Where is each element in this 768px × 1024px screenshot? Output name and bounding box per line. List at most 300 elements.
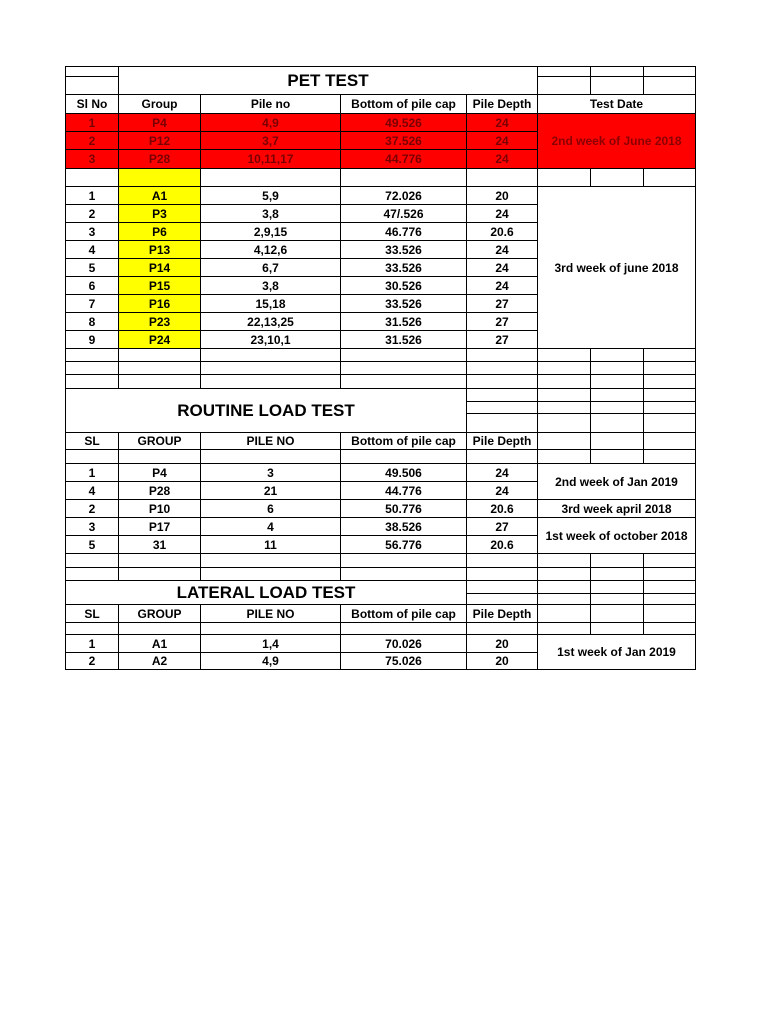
- empty-row-e-cell-6[interactable]: [590, 567, 644, 581]
- pet-row-5-group-text: P15: [148, 278, 171, 293]
- lateral-row-1-group[interactable]: [118, 652, 201, 670]
- empty-row-b-cell-3[interactable]: [340, 361, 467, 375]
- empty-row-b-cell-0[interactable]: [65, 361, 119, 375]
- routine-row-4-group[interactable]: [118, 535, 201, 554]
- empty-row-b-cell-6[interactable]: [590, 361, 644, 375]
- empty-row-d-cell-6[interactable]: [590, 553, 644, 568]
- pet-red-row-1-sl[interactable]: [65, 131, 119, 150]
- pet-row-8-bottom-text: 31.526: [385, 332, 422, 347]
- pet-row-0-sl-text: 1: [88, 188, 96, 203]
- lateral-row-0-bottom-text: 70.026: [385, 636, 422, 651]
- lateral-header-depth-text: Pile Depth: [472, 606, 532, 621]
- pet-row-0-group-text: A1: [151, 188, 168, 203]
- pet-red-row-1-bottom-text: 37.526: [385, 133, 422, 148]
- pet-row-8-depth-text: 27: [495, 332, 509, 347]
- pet-red-row-1-group[interactable]: [118, 131, 201, 150]
- pet-spacer-r1[interactable]: [537, 168, 591, 187]
- pet-row-6-pile-text: 15,18: [255, 296, 286, 311]
- routine-row-1-sl-text: 4: [88, 483, 96, 498]
- empty-row-d-cell-4[interactable]: [466, 553, 538, 568]
- routine-row-2-pile[interactable]: [200, 499, 341, 518]
- pet-row-4-group[interactable]: [118, 258, 201, 277]
- routine-row-1-group[interactable]: [118, 481, 201, 500]
- routine-top-d2[interactable]: [466, 413, 538, 433]
- pet-row-8-group[interactable]: [118, 330, 201, 349]
- pet-row-1-bottom[interactable]: [340, 204, 467, 223]
- pet-red-row-2-depth-text: 24: [495, 152, 509, 166]
- pet-red-row-0-group-text: P4: [152, 115, 167, 130]
- pet-row-0-pile-text: 5,9: [262, 188, 279, 203]
- pet-header-group: [118, 94, 201, 114]
- routine-top-f0[interactable]: [590, 388, 644, 402]
- empty-row-a-cell-1[interactable]: [118, 348, 201, 362]
- pet-row-0-depth[interactable]: [466, 186, 538, 205]
- pet-row-2-pile[interactable]: [200, 222, 341, 241]
- pet-row-8-pile-text: 23,10,1: [250, 332, 291, 347]
- pet-red-test-date-text: 2nd week of June 2018: [551, 134, 682, 148]
- lateral-header-group-text: GROUP: [137, 606, 182, 621]
- routine-row-3-sl[interactable]: [65, 517, 119, 536]
- pet-row-8-sl-text: 9: [88, 332, 96, 347]
- empty-row-d-cell-0[interactable]: [65, 553, 119, 568]
- routine-row-3-bottom-text: 38.526: [385, 519, 422, 534]
- pet-row-4-bottom-text: 33.526: [385, 260, 422, 275]
- pet-row-1-group-text: P3: [152, 206, 167, 221]
- lateral-top-d0[interactable]: [466, 580, 538, 594]
- empty-row-c-cell-2[interactable]: [200, 374, 341, 389]
- pet-red-row-0-group[interactable]: [118, 113, 201, 132]
- routine-header-sl: [65, 432, 119, 450]
- pet-row-3-sl-text: 4: [88, 242, 96, 257]
- lateral-header-bottom-text: Bottom of pile cap: [351, 606, 456, 621]
- pet-red-row-0-bottom[interactable]: [340, 113, 467, 132]
- routine-row-3-group[interactable]: [118, 517, 201, 536]
- routine-row-4-pile[interactable]: [200, 535, 341, 554]
- pet-row-6-sl[interactable]: [65, 294, 119, 313]
- routine-header-bottom-text: Bottom of pile cap: [351, 434, 456, 448]
- empty-row-e-cell-4[interactable]: [466, 567, 538, 581]
- empty-row-c-cell-4[interactable]: [466, 374, 538, 389]
- pet-row-8-pile[interactable]: [200, 330, 341, 349]
- routine-row-2-bottom-text: 50.776: [385, 501, 422, 516]
- routine-date-2-text: 1st week of october 2018: [545, 528, 688, 543]
- empty-row-c-cell-6[interactable]: [590, 374, 644, 389]
- pet-header-depth-text: Pile Depth: [472, 97, 532, 111]
- pet-row-6-depth[interactable]: [466, 294, 538, 313]
- pet-row-5-bottom-text: 30.526: [385, 278, 422, 293]
- pet-row-0-sl[interactable]: [65, 186, 119, 205]
- lateral-header-r1[interactable]: [537, 604, 591, 623]
- pet-header-bottom: [340, 94, 467, 114]
- pet-row-6-group[interactable]: [118, 294, 201, 313]
- pet-red-row-0-pile-text: 4,9: [262, 115, 279, 130]
- pet-red-row-0-sl[interactable]: [65, 113, 119, 132]
- lateral-header-group: [118, 604, 201, 623]
- empty-row-a-cell-4[interactable]: [466, 348, 538, 362]
- routine-top-e2[interactable]: [537, 413, 591, 433]
- routine-row-4-depth[interactable]: [466, 535, 538, 554]
- pet-row-4-group-text: P14: [148, 260, 171, 275]
- lateral-row-0-pile[interactable]: [200, 634, 341, 653]
- routine-header-bottom: [340, 432, 467, 450]
- routine-header-r2[interactable]: [590, 432, 644, 450]
- routine-load-test-title: [65, 388, 467, 433]
- pet-spacer-bottom[interactable]: [340, 168, 467, 187]
- pet-row-7-sl-text: 8: [88, 314, 96, 329]
- routine-row-0-pile-text: 3: [267, 465, 274, 480]
- routine-row-0-sl[interactable]: [65, 463, 119, 482]
- lateral-row-1-bottom[interactable]: [340, 652, 467, 670]
- routine-date-1-text: 3rd week april 2018: [561, 501, 672, 516]
- pet-row-6-group-text: P16: [148, 296, 171, 311]
- pet-row-5-depth-text: 24: [495, 278, 509, 293]
- pet-red-row-2-bottom-text: 44.776: [385, 152, 422, 166]
- pet-header-sl: [65, 94, 119, 114]
- pet-red-row-2-bottom[interactable]: [340, 149, 467, 169]
- empty-row-c-cell-7[interactable]: [643, 374, 696, 389]
- empty-row-c-cell-1[interactable]: [118, 374, 201, 389]
- empty-row-a-cell-3[interactable]: [340, 348, 467, 362]
- routine-spacer-cell-0[interactable]: [65, 449, 119, 464]
- routine-date-1[interactable]: [537, 499, 696, 518]
- routine-header-pile-text: PILE NO: [246, 434, 295, 448]
- pet-row-5-depth[interactable]: [466, 276, 538, 295]
- lateral-header-depth: [466, 604, 538, 623]
- pet-spacer-r2[interactable]: [590, 168, 644, 187]
- routine-top-d0[interactable]: [466, 388, 538, 402]
- pet-row-7-depth[interactable]: [466, 312, 538, 331]
- pet-header-pile: [200, 94, 341, 114]
- routine-row-1-bottom-text: 44.776: [385, 483, 422, 498]
- routine-row-3-pile[interactable]: [200, 517, 341, 536]
- pet-row-7-pile-text: 22,13,25: [247, 314, 294, 329]
- empty-row-e-cell-2[interactable]: [200, 567, 341, 581]
- routine-row-0-depth-text: 24: [495, 465, 509, 480]
- pet-row-4-pile-text: 6,7: [262, 260, 279, 275]
- pet-red-row-1-pile[interactable]: [200, 131, 341, 150]
- routine-row-2-pile-text: 6: [267, 501, 274, 516]
- lateral-header-pile-text: PILE NO: [246, 606, 295, 621]
- pet-test-title-text: PET TEST: [287, 71, 369, 90]
- pet-row-3-group[interactable]: [118, 240, 201, 259]
- routine-top-f2[interactable]: [590, 413, 644, 433]
- empty-row-b-cell-2[interactable]: [200, 361, 341, 375]
- empty-row-e-cell-3[interactable]: [340, 567, 467, 581]
- empty-row-e-cell-1[interactable]: [118, 567, 201, 581]
- lateral-header-sl: [65, 604, 119, 623]
- empty-row-d-cell-7[interactable]: [643, 553, 696, 568]
- empty-row-e-cell-0[interactable]: [65, 567, 119, 581]
- empty-row-d-cell-3[interactable]: [340, 553, 467, 568]
- pet-row-3-pile[interactable]: [200, 240, 341, 259]
- pet-row-6-bottom[interactable]: [340, 294, 467, 313]
- pet-top-r4[interactable]: [537, 76, 591, 95]
- empty-row-a-cell-6[interactable]: [590, 348, 644, 362]
- pet-row-4-sl[interactable]: [65, 258, 119, 277]
- pet-red-row-0-pile[interactable]: [200, 113, 341, 132]
- pet-row-6-pile[interactable]: [200, 294, 341, 313]
- routine-header-group: [118, 432, 201, 450]
- pet-row-2-depth[interactable]: [466, 222, 538, 241]
- pet-row-4-sl-text: 5: [88, 260, 96, 275]
- pet-row-3-sl[interactable]: [65, 240, 119, 259]
- empty-row-a-cell-7[interactable]: [643, 348, 696, 362]
- pet-red-row-2-depth[interactable]: [466, 149, 538, 169]
- pet-red-row-0-depth-text: 24: [495, 115, 509, 130]
- pet-row-1-bottom-text: 47/.526: [383, 206, 424, 221]
- lateral-row-1-pile-text: 4,9: [262, 654, 279, 668]
- routine-row-0-bottom-text: 49.506: [385, 465, 422, 480]
- pet-row-0-bottom-text: 72.026: [385, 188, 422, 203]
- routine-row-1-depth-text: 24: [495, 483, 509, 498]
- pet-red-row-0-sl-text: 1: [88, 115, 96, 130]
- empty-row-b-cell-4[interactable]: [466, 361, 538, 375]
- routine-row-4-sl[interactable]: [65, 535, 119, 554]
- pet-row-7-bottom-text: 31.526: [385, 314, 422, 329]
- routine-date-2[interactable]: [537, 517, 696, 554]
- pet-row-4-pile[interactable]: [200, 258, 341, 277]
- routine-row-1-bottom[interactable]: [340, 481, 467, 500]
- pet-blank-b[interactable]: [65, 76, 119, 95]
- routine-row-4-depth-text: 20.6: [490, 537, 514, 552]
- routine-row-0-depth[interactable]: [466, 463, 538, 482]
- routine-row-4-group-text: 31: [152, 537, 167, 552]
- pet-red-row-2-pile[interactable]: [200, 149, 341, 169]
- pet-top-r5[interactable]: [590, 76, 644, 95]
- routine-header-pile: [200, 432, 341, 450]
- empty-row-d-cell-2[interactable]: [200, 553, 341, 568]
- pet-red-row-1-depth[interactable]: [466, 131, 538, 150]
- pet-spacer-depth[interactable]: [466, 168, 538, 187]
- pet-red-row-1-group-text: P12: [148, 133, 171, 148]
- pet-red-row-1-bottom[interactable]: [340, 131, 467, 150]
- lateral-header-bottom: [340, 604, 467, 623]
- pet-red-row-2-sl[interactable]: [65, 149, 119, 169]
- pet-row-0-pile[interactable]: [200, 186, 341, 205]
- pet-red-row-0-depth[interactable]: [466, 113, 538, 132]
- pet-row-3-bottom[interactable]: [340, 240, 467, 259]
- empty-row-d-cell-5[interactable]: [537, 553, 591, 568]
- pet-spacer-pile[interactable]: [200, 168, 341, 187]
- lateral-row-0-depth[interactable]: [466, 634, 538, 653]
- routine-row-3-depth-text: 27: [495, 519, 509, 534]
- pet-row-3-bottom-text: 33.526: [385, 242, 422, 257]
- lateral-date[interactable]: [537, 634, 696, 670]
- routine-spacer-cell-7[interactable]: [643, 449, 696, 464]
- routine-header-r3[interactable]: [643, 432, 696, 450]
- routine-spacer-cell-2[interactable]: [200, 449, 341, 464]
- pet-row-1-pile[interactable]: [200, 204, 341, 223]
- pet-row-1-depth[interactable]: [466, 204, 538, 223]
- pet-spacer-group[interactable]: [118, 168, 201, 187]
- pet-row-5-bottom[interactable]: [340, 276, 467, 295]
- lateral-row-0-sl-text: 1: [88, 636, 96, 651]
- pet-row-6-bottom-text: 33.526: [385, 296, 422, 311]
- pet-row-3-pile-text: 4,12,6: [253, 242, 288, 257]
- routine-spacer-cell-1[interactable]: [118, 449, 201, 464]
- pet-row-0-group[interactable]: [118, 186, 201, 205]
- routine-row-3-depth[interactable]: [466, 517, 538, 536]
- pet-row-4-depth-text: 24: [495, 260, 509, 275]
- pet-header-date: [537, 94, 696, 114]
- pet-header-date-text: Test Date: [589, 97, 644, 111]
- pet-header-group-text: Group: [141, 97, 178, 111]
- pet-row-7-sl[interactable]: [65, 312, 119, 331]
- lateral-top-f0[interactable]: [590, 580, 644, 594]
- pet-row-1-pile-text: 3,8: [262, 206, 279, 221]
- routine-header-sl-text: SL: [84, 434, 100, 448]
- pet-row-5-pile-text: 3,8: [262, 278, 279, 293]
- routine-top-e0[interactable]: [537, 388, 591, 402]
- routine-spacer-cell-4[interactable]: [466, 449, 538, 464]
- routine-row-2-group-text: P10: [148, 501, 171, 516]
- lateral-row-0-bottom[interactable]: [340, 634, 467, 653]
- empty-row-c-cell-0[interactable]: [65, 374, 119, 389]
- pet-row-6-sl-text: 7: [88, 296, 96, 311]
- lateral-date-text: 1st week of Jan 2019: [557, 645, 676, 659]
- lateral-row-0-group[interactable]: [118, 634, 201, 653]
- pet-header-sl-text: Sl No: [76, 97, 108, 111]
- empty-row-e-cell-5[interactable]: [537, 567, 591, 581]
- empty-row-d-cell-1[interactable]: [118, 553, 201, 568]
- empty-row-c-cell-5[interactable]: [537, 374, 591, 389]
- lateral-row-0-sl[interactable]: [65, 634, 119, 653]
- pet-row-2-sl[interactable]: [65, 222, 119, 241]
- lateral-row-0-group-text: A1: [151, 636, 168, 651]
- routine-row-2-depth-text: 20.6: [490, 501, 514, 516]
- pet-row-2-bottom[interactable]: [340, 222, 467, 241]
- routine-row-4-bottom[interactable]: [340, 535, 467, 554]
- pet-spacer-sl[interactable]: [65, 168, 119, 187]
- pet-row-8-depth[interactable]: [466, 330, 538, 349]
- routine-spacer-cell-3[interactable]: [340, 449, 467, 464]
- pet-red-row-2-sl-text: 3: [88, 152, 96, 166]
- routine-row-1-sl[interactable]: [65, 481, 119, 500]
- pet-header-bottom-text: Bottom of pile cap: [351, 97, 456, 111]
- pet-red-row-2-group[interactable]: [118, 149, 201, 169]
- pet-row-2-group-text: P6: [152, 224, 167, 239]
- lateral-row-1-bottom-text: 75.026: [385, 654, 422, 668]
- pet-row-8-bottom[interactable]: [340, 330, 467, 349]
- pet-row-5-group[interactable]: [118, 276, 201, 295]
- pet-red-row-1-sl-text: 2: [88, 133, 96, 148]
- pet-test-title: [118, 66, 538, 95]
- lateral-header-r2[interactable]: [590, 604, 644, 623]
- pet-red-row-2-group-text: P28: [148, 152, 171, 166]
- pet-row-1-sl[interactable]: [65, 204, 119, 223]
- lateral-row-1-sl[interactable]: [65, 652, 119, 670]
- routine-header-r1[interactable]: [537, 432, 591, 450]
- lateral-row-0-pile-text: 1,4: [262, 636, 279, 651]
- lateral-header-sl-text: SL: [84, 606, 100, 621]
- pet-row-3-depth[interactable]: [466, 240, 538, 259]
- routine-row-4-sl-text: 5: [88, 537, 96, 552]
- pet-top-r6[interactable]: [643, 76, 696, 95]
- empty-row-a-cell-0[interactable]: [65, 348, 119, 362]
- routine-top-g0[interactable]: [643, 388, 696, 402]
- routine-row-4-bottom-text: 56.776: [385, 537, 422, 552]
- empty-row-e-cell-7[interactable]: [643, 567, 696, 581]
- pet-row-0-bottom[interactable]: [340, 186, 467, 205]
- routine-row-2-bottom[interactable]: [340, 499, 467, 518]
- routine-header-depth-text: Pile Depth: [472, 434, 532, 448]
- pet-row-5-sl-text: 6: [88, 278, 96, 293]
- routine-row-2-group[interactable]: [118, 499, 201, 518]
- empty-row-b-cell-5[interactable]: [537, 361, 591, 375]
- pet-header-pile-text: Pile no: [250, 97, 291, 111]
- lateral-load-test-title: [65, 580, 467, 605]
- pet-row-1-group[interactable]: [118, 204, 201, 223]
- pet-row-2-group[interactable]: [118, 222, 201, 241]
- routine-date-0-text: 2nd week of Jan 2019: [555, 474, 678, 489]
- pet-row-0-depth-text: 20: [495, 188, 509, 203]
- pet-row-1-depth-text: 24: [495, 206, 509, 221]
- lateral-row-1-depth[interactable]: [466, 652, 538, 670]
- routine-date-0[interactable]: [537, 463, 696, 500]
- routine-top-g2[interactable]: [643, 413, 696, 433]
- pet-row-6-depth-text: 27: [495, 296, 509, 311]
- lateral-load-test-title-text: LATERAL LOAD TEST: [176, 583, 356, 602]
- pet-row-4-depth[interactable]: [466, 258, 538, 277]
- lateral-header-r3[interactable]: [643, 604, 696, 623]
- empty-row-b-cell-1[interactable]: [118, 361, 201, 375]
- routine-row-3-pile-text: 4: [267, 519, 274, 534]
- routine-row-3-bottom[interactable]: [340, 517, 467, 536]
- empty-row-b-cell-7[interactable]: [643, 361, 696, 375]
- empty-row-c-cell-3[interactable]: [340, 374, 467, 389]
- routine-spacer-cell-6[interactable]: [590, 449, 644, 464]
- pet-row-8-sl[interactable]: [65, 330, 119, 349]
- pet-red-test-date[interactable]: [537, 113, 696, 169]
- routine-row-0-group[interactable]: [118, 463, 201, 482]
- pet-row-7-bottom[interactable]: [340, 312, 467, 331]
- pet-row-7-pile[interactable]: [200, 312, 341, 331]
- pet-test-date[interactable]: [537, 186, 696, 349]
- routine-header-group-text: GROUP: [137, 434, 182, 448]
- routine-spacer-cell-5[interactable]: [537, 449, 591, 464]
- routine-row-0-bottom[interactable]: [340, 463, 467, 482]
- routine-row-1-pile[interactable]: [200, 481, 341, 500]
- pet-spacer-r3[interactable]: [643, 168, 696, 187]
- pet-test-date-text: 3rd week of june 2018: [554, 260, 679, 275]
- routine-row-2-sl[interactable]: [65, 499, 119, 518]
- pet-row-7-group[interactable]: [118, 312, 201, 331]
- pet-red-row-1-depth-text: 24: [495, 133, 509, 148]
- pet-row-8-group-text: P24: [148, 332, 171, 347]
- empty-row-a-cell-5[interactable]: [537, 348, 591, 362]
- pet-row-4-bottom[interactable]: [340, 258, 467, 277]
- pet-row-3-depth-text: 24: [495, 242, 509, 257]
- pet-red-row-0-bottom-text: 49.526: [385, 115, 422, 130]
- lateral-top-e0[interactable]: [537, 580, 591, 594]
- routine-row-1-depth[interactable]: [466, 481, 538, 500]
- pet-row-7-group-text: P23: [148, 314, 171, 329]
- routine-row-2-depth[interactable]: [466, 499, 538, 518]
- pet-red-row-1-pile-text: 3,7: [262, 133, 279, 148]
- pet-row-5-sl[interactable]: [65, 276, 119, 295]
- routine-row-0-pile[interactable]: [200, 463, 341, 482]
- routine-row-0-sl-text: 1: [88, 465, 96, 480]
- routine-row-0-group-text: P4: [152, 465, 167, 480]
- routine-row-3-sl-text: 3: [88, 519, 96, 534]
- routine-row-3-group-text: P17: [148, 519, 171, 534]
- pet-row-5-pile[interactable]: [200, 276, 341, 295]
- pet-row-3-group-text: P13: [148, 242, 171, 257]
- empty-row-a-cell-2[interactable]: [200, 348, 341, 362]
- lateral-header-pile: [200, 604, 341, 623]
- lateral-row-1-pile[interactable]: [200, 652, 341, 670]
- lateral-top-g0[interactable]: [643, 580, 696, 594]
